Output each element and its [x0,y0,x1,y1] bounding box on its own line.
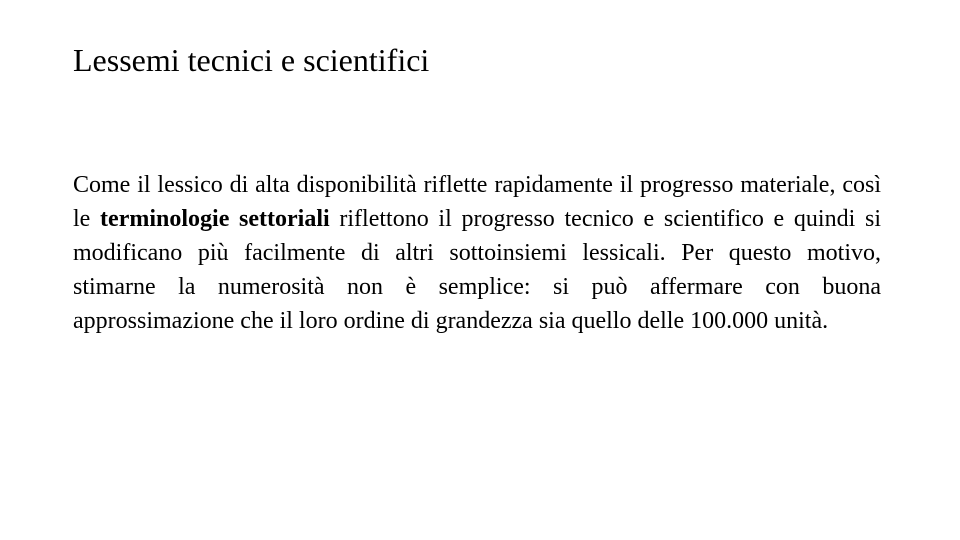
paragraph-text-end: riflettono il progresso tecnico e scientifico e quindi si modificano più facilmente di altri sottoinsiemi lessicali. Per questo motivo, stimarne la numerosità non è semplice: si può affermare con buona approssimazione che il loro ordine di grandezza sia quello delle 100.000 unità. [73,206,881,334]
slide-body-paragraph [73,168,881,338]
paragraph-bold-term: terminologie settoriali [100,206,330,232]
paragraph-text-start: Come il lessico di alta disponibilità riflette rapidamente il progresso materiale, così le [73,172,881,232]
slide-title: Lessemi tecnici e scientifici [73,42,430,78]
